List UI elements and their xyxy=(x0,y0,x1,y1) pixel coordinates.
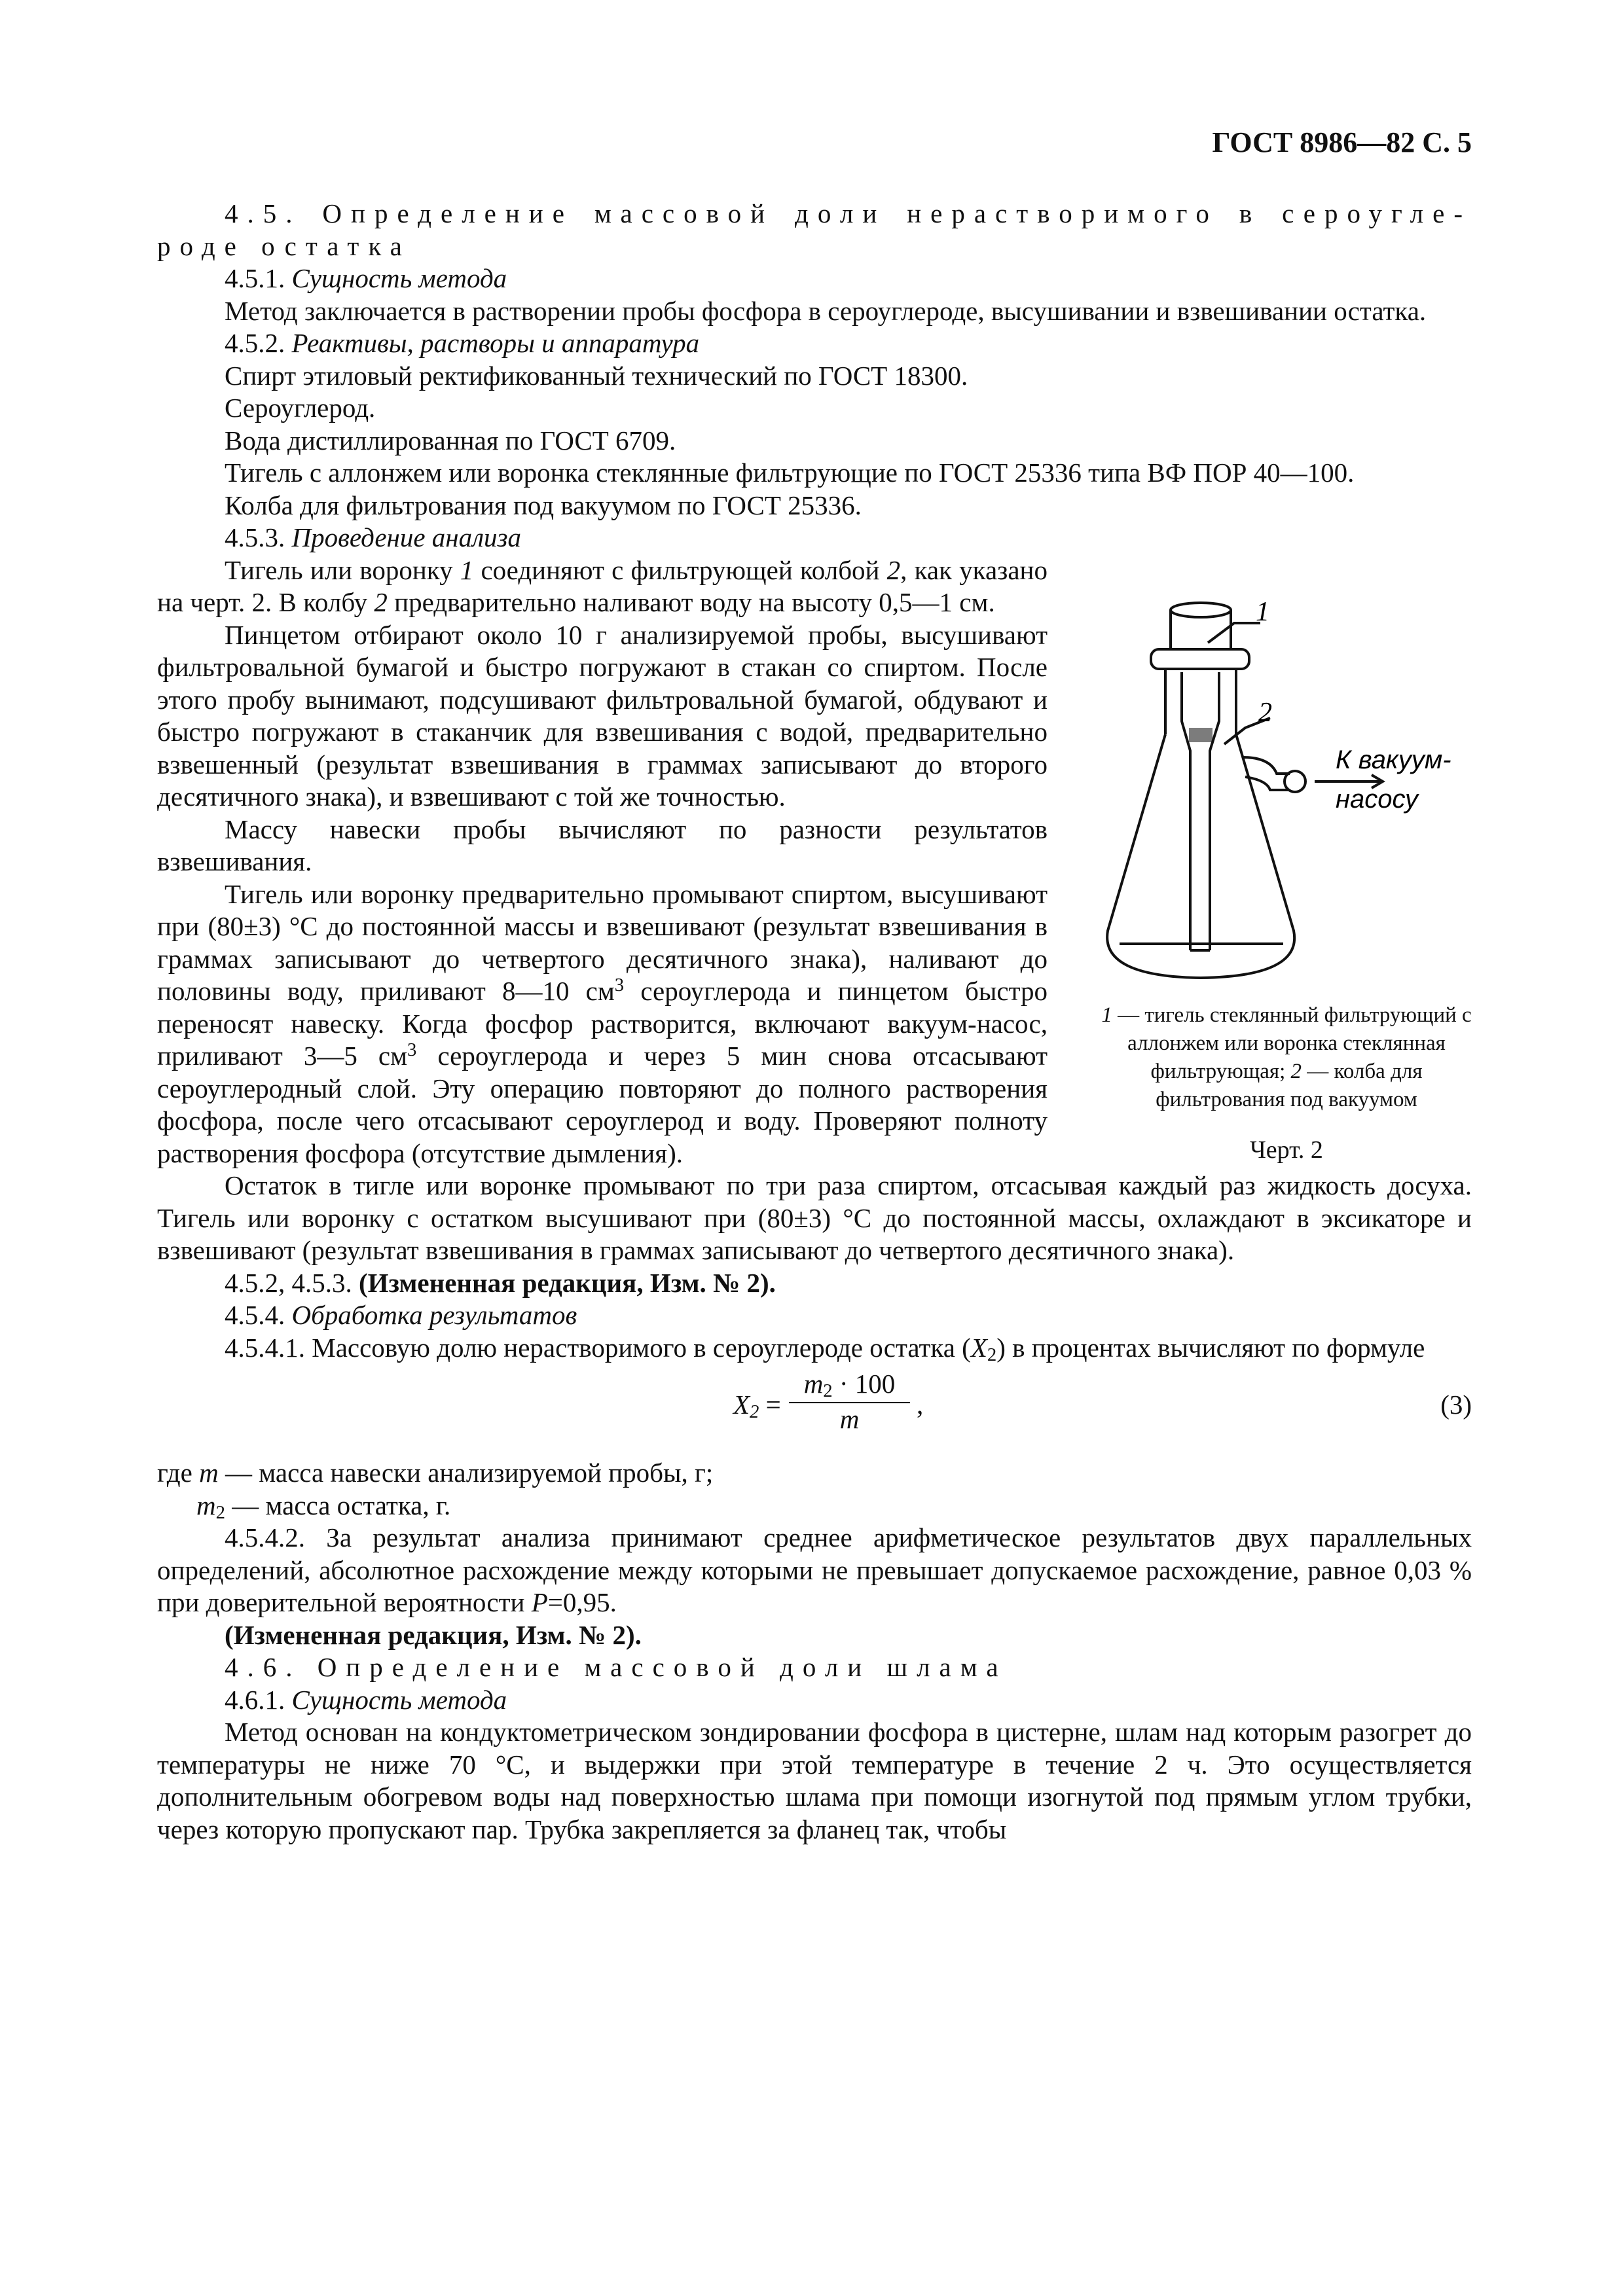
amendment-bold: (Измененная редакция, Изм. № 2). xyxy=(359,1267,776,1298)
superscript: 3 xyxy=(614,975,625,996)
text-run: , как указано на черт. 2. В колбу xyxy=(157,554,1048,617)
text-run: 4.5.2, 4.5.3. xyxy=(225,1267,359,1298)
clause-4-5-2 xyxy=(157,327,1472,360)
text-run: · 100 xyxy=(832,1369,896,1399)
symbol: Р xyxy=(531,1587,548,1617)
text-run: ) в процентах вычисляют по формуле xyxy=(996,1332,1425,1363)
text-run: соединяют с фильтрующей колбой xyxy=(473,554,887,585)
figure-title: Черт. 2 xyxy=(1250,1136,1323,1164)
subscript: 2 xyxy=(750,1401,759,1422)
clause-title: Сущность метода xyxy=(291,263,507,293)
clause-number: 4.5.4. xyxy=(225,1300,292,1330)
text-run: — масса навески анализируемой пробы, г; xyxy=(218,1458,714,1488)
formula-lhs xyxy=(733,1389,781,1422)
main-text xyxy=(157,198,1472,1846)
subscript: 2 xyxy=(823,1380,833,1401)
where-item-2 xyxy=(157,1490,1472,1522)
clause-4-6-1 xyxy=(157,1684,1472,1717)
symbol: m xyxy=(199,1458,219,1488)
clause-4-5-4 xyxy=(157,1299,1472,1332)
equals-sign: = xyxy=(759,1390,781,1420)
superscript: 3 xyxy=(407,1039,417,1060)
formula-3 xyxy=(157,1368,1472,1453)
reagent-item: Вода дистиллированная по ГОСТ 6709. xyxy=(225,425,676,456)
ref-number: 2 xyxy=(374,587,388,617)
running-header: ГОСТ 8986—82 С. 5 xyxy=(1212,126,1472,158)
reagent-item: Спирт этиловый ректификованный технический по ГОСТ 18300. xyxy=(225,360,968,391)
reagent-item: Тигель с аллонжем или воронка стеклянные фильтрующие по ГОСТ 25336 типа ВФ ПОР 40—100. xyxy=(225,457,1355,488)
symbol: m xyxy=(196,1490,216,1520)
formula-fraction xyxy=(789,1368,910,1435)
clause-4-5-1 xyxy=(157,262,1472,295)
formula-numerator xyxy=(789,1368,910,1403)
text-run: Тигель или воронку xyxy=(225,554,460,585)
caption-text-1: — тигель стеклянный фильтрующий с аллонжем или воронка стеклянная фильтрующая; xyxy=(1112,1003,1472,1083)
paragraph-procedure-1 xyxy=(157,554,1048,619)
amendment-note-1 xyxy=(157,1267,1472,1300)
symbol: X xyxy=(733,1390,750,1420)
text-run: 4.5.4.1. Массовую долю нерастворимого в сероуглероде остатка ( xyxy=(225,1332,971,1363)
where-item-1 xyxy=(157,1457,1472,1490)
symbol: X xyxy=(970,1332,987,1363)
ref-number: 1 xyxy=(460,554,474,585)
clause-4-5-4-2 xyxy=(157,1522,1472,1619)
clause-title: Сущность метода xyxy=(291,1684,507,1715)
paragraph-procedure-3: Массу навески пробы вычисляют по разности результатов взвешивания. xyxy=(157,814,1048,876)
formula-denominator: m xyxy=(839,1403,860,1434)
ref-number: 2 xyxy=(886,554,901,585)
paragraph-procedure-4 xyxy=(157,878,1048,1170)
clause-title: Обработка результатов xyxy=(291,1300,577,1330)
clause-number: 4.6.1. xyxy=(225,1684,292,1715)
caption-text-2: — колба для фильтрования под вакуумом xyxy=(1156,1060,1423,1111)
caption-num-1: 1 xyxy=(1101,1003,1112,1027)
figure-pump-label-line1: К вакуум- xyxy=(1336,745,1451,774)
text-run: сероуглерода и через 5 мин снова отсасывают сероуглеродный слой. Эту операцию повторяют до полного растворения фосфора, после чего отсасывают сероуглерод и воду. Проверяют полноту растворения фосфора (отсутствие дымления). xyxy=(157,1041,1048,1168)
text-run: сероуглерода и пинцетом быстро переносят навеску. Когда фосфор растворится, включают вакуум-насос, приливают 3—5 см xyxy=(157,976,1048,1071)
text-run: где xyxy=(157,1458,200,1488)
text-run: =0,95. xyxy=(547,1587,617,1617)
paragraph-essence: Метод заключается в растворении пробы фосфора в сероуглероде, высушивании и взвешивании остатка. xyxy=(225,295,1427,326)
figure-label-2: 2 xyxy=(1258,698,1272,728)
reagent-item: Колба для фильтрования под вакуумом по ГОСТ 25336. xyxy=(225,490,862,520)
section-4-6-heading: 4.6. Определение массовой доли шлама xyxy=(225,1652,1008,1682)
text-run: предварительно наливают воду на высоту 0,5—1 см. xyxy=(387,587,995,617)
paragraph-procedure-5: Остаток в тигле или воронке промывают по три раза спиртом, отсасывая каждый раз жидкость досуха. Тигель или воронку с остатком высушивают при (80±3) °С до постоянной массы, охлаждают в эксикаторе и взвешивают (результат взвешивания в граммах записывают до четвертого десятичного знака). xyxy=(157,1170,1472,1265)
figure-label-1: 1 xyxy=(1256,597,1269,627)
clause-4-5-4-1 xyxy=(157,1332,1472,1365)
subscript: 2 xyxy=(215,1501,225,1523)
amendment-note-2: (Измененная редакция, Изм. № 2). xyxy=(225,1619,642,1650)
text-run: 4.5.4.2. За результат анализа принимают среднее арифметическое результатов двух параллельных определений, абсолютное расхождение между которыми не превышает допускаемое расхождение, равное 0,03 % при доверительной вероятности xyxy=(157,1522,1472,1617)
formula-number: (3) xyxy=(1440,1390,1472,1420)
clause-number: 4.5.3. xyxy=(225,522,292,552)
text-run: — масса остатка, г. xyxy=(225,1490,451,1520)
clause-title: Реактивы, растворы и аппаратура xyxy=(291,328,700,358)
paragraph-sludge-method: Метод основан на кондуктометрическом зондировании фосфора в цистерне, шлам над которым разогрет до температуры не ниже 70 °С, и выдержки при этой температуре в течение 2 ч. Это осуществляется дополнительным обогревом воды над поверхностью шлама при помощи изогнутой под прямым углом трубки, через которую пропускают пар. Трубка закрепляется за фланец так, чтобы xyxy=(157,1717,1472,1844)
clause-number: 4.5.2. xyxy=(225,328,292,358)
subscript: 2 xyxy=(987,1344,997,1365)
formula-comma: , xyxy=(917,1390,924,1420)
clause-number: 4.5.1. xyxy=(225,263,292,293)
paragraph-procedure-2: Пинцетом отбирают около 10 г анализируемой пробы, высушивают фильтровальной бумагой и быстро погружают в стакан со спиртом. После этого пробу вынимают, подсушивают фильтровальной бумагой, обдувают и быстро погружают в стаканчик для взвешивания с водой, предварительно взвешенный (результат взвешивания в граммах записывают до второго десятичного знака), и взвешивают с той же точностью. xyxy=(157,619,1048,812)
clause-4-5-3 xyxy=(157,522,1472,554)
text-run: Тигель или воронку предварительно промывают спиртом, высушивают при (80±3) °С до постоянной массы и взвешивают (результат взвешивания в граммах записывают до четвертого десятичного знака), наливают до половины воду, приливают 8—10 см xyxy=(157,878,1048,1006)
caption-num-2: 2 xyxy=(1290,1060,1302,1083)
section-4-5-heading: 4.5. Определение массовой доли нерастворимого в сероугле-роде остатка xyxy=(157,198,1472,261)
reagent-item: Сероуглерод. xyxy=(225,393,376,423)
clause-title: Проведение анализа xyxy=(291,522,522,552)
symbol: m xyxy=(803,1369,824,1399)
figure-pump-label-line2: насосу xyxy=(1336,785,1419,814)
